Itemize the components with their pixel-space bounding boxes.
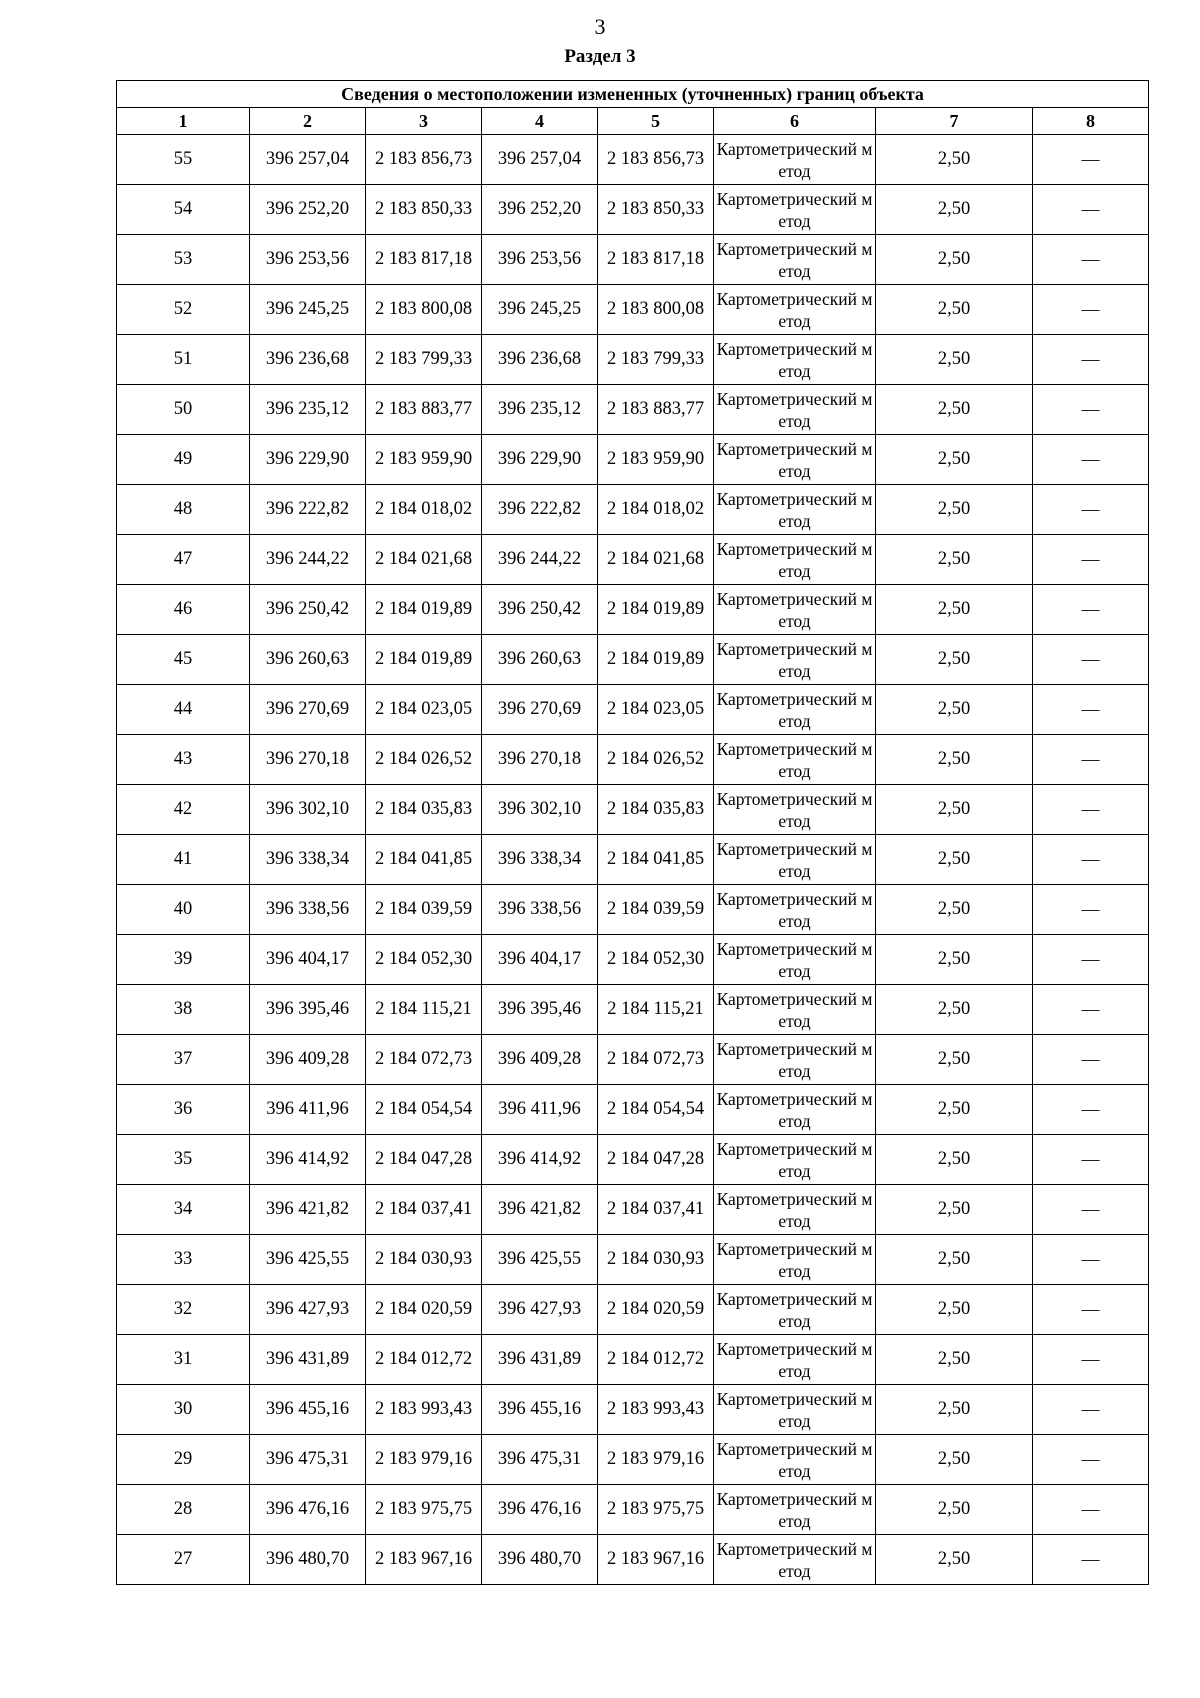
cell-point-number: 48 [117, 485, 250, 535]
cell-accuracy: 2,50 [876, 935, 1033, 985]
cell-method: Картометрический метод [714, 135, 876, 185]
cell-accuracy: 2,50 [876, 1335, 1033, 1385]
cell-method: Картометрический метод [714, 735, 876, 785]
cell-x-existing: 396 480,70 [250, 1535, 366, 1585]
cell-method: Картометрический метод [714, 235, 876, 285]
cell-accuracy: 2,50 [876, 535, 1033, 585]
cell-x-refined: 396 475,31 [482, 1435, 598, 1485]
cell-x-refined: 396 404,17 [482, 935, 598, 985]
cell-description: — [1033, 785, 1149, 835]
cell-y-existing: 2 184 072,73 [366, 1035, 482, 1085]
cell-accuracy: 2,50 [876, 1485, 1033, 1535]
cell-y-existing: 2 183 800,08 [366, 285, 482, 335]
cell-x-existing: 396 252,20 [250, 185, 366, 235]
table-row [117, 385, 1149, 435]
cell-description: — [1033, 1035, 1149, 1085]
cell-y-existing: 2 183 967,16 [366, 1535, 482, 1585]
cell-point-number: 55 [117, 135, 250, 185]
cell-point-number: 53 [117, 235, 250, 285]
cell-accuracy: 2,50 [876, 1285, 1033, 1335]
cell-y-refined: 2 184 115,21 [598, 985, 714, 1035]
cell-point-number: 46 [117, 585, 250, 635]
cell-description: — [1033, 585, 1149, 635]
table-row [117, 435, 1149, 485]
cell-description: — [1033, 1435, 1149, 1485]
cell-accuracy: 2,50 [876, 1535, 1033, 1585]
cell-y-refined: 2 184 020,59 [598, 1285, 714, 1335]
cell-x-existing: 396 257,04 [250, 135, 366, 185]
cell-accuracy: 2,50 [876, 585, 1033, 635]
cell-description: — [1033, 1485, 1149, 1535]
table-row [117, 935, 1149, 985]
cell-description: — [1033, 685, 1149, 735]
cell-x-existing: 396 425,55 [250, 1235, 366, 1285]
cell-x-existing: 396 431,89 [250, 1335, 366, 1385]
cell-description: — [1033, 1235, 1149, 1285]
cell-point-number: 38 [117, 985, 250, 1035]
cell-x-existing: 396 414,92 [250, 1135, 366, 1185]
cell-x-refined: 396 411,96 [482, 1085, 598, 1135]
cell-method: Картометрический метод [714, 785, 876, 835]
cell-method: Картометрический метод [714, 1335, 876, 1385]
cell-description: — [1033, 135, 1149, 185]
cell-y-existing: 2 184 041,85 [366, 835, 482, 885]
cell-accuracy: 2,50 [876, 1435, 1033, 1485]
cell-x-refined: 396 395,46 [482, 985, 598, 1035]
cell-description: — [1033, 935, 1149, 985]
cell-method: Картометрический метод [714, 485, 876, 535]
cell-x-refined: 396 250,42 [482, 585, 598, 635]
cell-description: — [1033, 1285, 1149, 1335]
cell-accuracy: 2,50 [876, 1235, 1033, 1285]
cell-point-number: 43 [117, 735, 250, 785]
cell-x-refined: 396 229,90 [482, 435, 598, 485]
table-row [117, 785, 1149, 835]
table-row [117, 485, 1149, 535]
cell-y-existing: 2 183 883,77 [366, 385, 482, 435]
cell-y-existing: 2 183 856,73 [366, 135, 482, 185]
cell-description: — [1033, 485, 1149, 535]
cell-x-existing: 396 253,56 [250, 235, 366, 285]
cell-x-existing: 396 411,96 [250, 1085, 366, 1135]
cell-point-number: 31 [117, 1335, 250, 1385]
table-row [117, 685, 1149, 735]
cell-x-existing: 396 244,22 [250, 535, 366, 585]
cell-y-existing: 2 184 047,28 [366, 1135, 482, 1185]
table-row [117, 885, 1149, 935]
column-number: 1 [117, 108, 250, 135]
table-row [117, 1235, 1149, 1285]
cell-accuracy: 2,50 [876, 1085, 1033, 1135]
cell-description: — [1033, 1535, 1149, 1585]
cell-method: Картометрический метод [714, 1285, 876, 1335]
cell-accuracy: 2,50 [876, 835, 1033, 885]
table-caption-row [117, 81, 1149, 108]
column-number: 3 [366, 108, 482, 135]
cell-method: Картометрический метод [714, 385, 876, 435]
cell-description: — [1033, 635, 1149, 685]
cell-x-refined: 396 455,16 [482, 1385, 598, 1435]
cell-method: Картометрический метод [714, 1485, 876, 1535]
cell-accuracy: 2,50 [876, 185, 1033, 235]
table-row [117, 1335, 1149, 1385]
cell-x-existing: 396 222,82 [250, 485, 366, 535]
column-number: 4 [482, 108, 598, 135]
cell-x-existing: 396 338,56 [250, 885, 366, 935]
cell-x-refined: 396 260,63 [482, 635, 598, 685]
cell-y-existing: 2 184 035,83 [366, 785, 482, 835]
cell-method: Картометрический метод [714, 1535, 876, 1585]
cell-description: — [1033, 1085, 1149, 1135]
cell-x-existing: 396 404,17 [250, 935, 366, 985]
cell-method: Картометрический метод [714, 1085, 876, 1135]
cell-y-existing: 2 183 975,75 [366, 1485, 482, 1535]
cell-description: — [1033, 335, 1149, 385]
cell-description: — [1033, 985, 1149, 1035]
page-number: 3 [594, 14, 606, 39]
cell-method: Картометрический метод [714, 635, 876, 685]
cell-description: — [1033, 535, 1149, 585]
cell-accuracy: 2,50 [876, 435, 1033, 485]
cell-accuracy: 2,50 [876, 885, 1033, 935]
cell-point-number: 28 [117, 1485, 250, 1535]
table-row [117, 335, 1149, 385]
cell-method: Картометрический метод [714, 535, 876, 585]
cell-x-refined: 396 257,04 [482, 135, 598, 185]
table-row [117, 1135, 1149, 1185]
cell-accuracy: 2,50 [876, 735, 1033, 785]
table-row [117, 1435, 1149, 1485]
cell-x-refined: 396 409,28 [482, 1035, 598, 1085]
cell-x-refined: 396 421,82 [482, 1185, 598, 1235]
cell-y-refined: 2 184 054,54 [598, 1085, 714, 1135]
cell-x-refined: 396 480,70 [482, 1535, 598, 1585]
cell-method: Картометрический метод [714, 285, 876, 335]
cell-point-number: 37 [117, 1035, 250, 1085]
cell-y-existing: 2 184 012,72 [366, 1335, 482, 1385]
table-row [117, 235, 1149, 285]
cell-point-number: 41 [117, 835, 250, 885]
cell-x-refined: 396 431,89 [482, 1335, 598, 1385]
cell-y-existing: 2 183 959,90 [366, 435, 482, 485]
cell-point-number: 51 [117, 335, 250, 385]
cell-point-number: 27 [117, 1535, 250, 1585]
table-body [117, 135, 1149, 1585]
cell-description: — [1033, 235, 1149, 285]
cell-point-number: 44 [117, 685, 250, 735]
cell-point-number: 36 [117, 1085, 250, 1135]
cell-x-existing: 396 236,68 [250, 335, 366, 385]
table-row [117, 985, 1149, 1035]
cell-x-refined: 396 338,56 [482, 885, 598, 935]
cell-x-existing: 396 475,31 [250, 1435, 366, 1485]
cell-x-refined: 396 270,69 [482, 685, 598, 735]
cell-x-refined: 396 236,68 [482, 335, 598, 385]
cell-method: Картометрический метод [714, 585, 876, 635]
cell-y-refined: 2 184 037,41 [598, 1185, 714, 1235]
cell-description: — [1033, 385, 1149, 435]
cell-x-existing: 396 270,69 [250, 685, 366, 735]
cell-point-number: 32 [117, 1285, 250, 1335]
table-row [117, 1485, 1149, 1535]
cell-x-existing: 396 260,63 [250, 635, 366, 685]
cell-y-refined: 2 184 041,85 [598, 835, 714, 885]
cell-accuracy: 2,50 [876, 485, 1033, 535]
cell-description: — [1033, 1385, 1149, 1435]
cell-y-refined: 2 184 026,52 [598, 735, 714, 785]
cell-method: Картометрический метод [714, 885, 876, 935]
cell-point-number: 29 [117, 1435, 250, 1485]
cell-point-number: 40 [117, 885, 250, 935]
cell-y-refined: 2 183 817,18 [598, 235, 714, 285]
cell-y-existing: 2 184 026,52 [366, 735, 482, 785]
cell-y-existing: 2 184 030,93 [366, 1235, 482, 1285]
table-row [117, 1085, 1149, 1135]
cell-description: — [1033, 285, 1149, 335]
cell-method: Картометрический метод [714, 185, 876, 235]
cell-point-number: 52 [117, 285, 250, 335]
table-row [117, 735, 1149, 785]
cell-y-refined: 2 184 018,02 [598, 485, 714, 535]
cell-description: — [1033, 885, 1149, 935]
column-number-row [117, 108, 1149, 135]
cell-y-refined: 2 184 052,30 [598, 935, 714, 985]
cell-point-number: 50 [117, 385, 250, 435]
column-number: 8 [1033, 108, 1149, 135]
cell-x-existing: 396 455,16 [250, 1385, 366, 1435]
cell-y-existing: 2 184 115,21 [366, 985, 482, 1035]
cell-point-number: 54 [117, 185, 250, 235]
cell-y-existing: 2 184 039,59 [366, 885, 482, 935]
cell-method: Картометрический метод [714, 835, 876, 885]
cell-y-refined: 2 184 023,05 [598, 685, 714, 735]
cell-x-existing: 396 250,42 [250, 585, 366, 635]
table-row [117, 1385, 1149, 1435]
cell-method: Картометрический метод [714, 935, 876, 985]
cell-y-refined: 2 184 035,83 [598, 785, 714, 835]
cell-x-refined: 396 425,55 [482, 1235, 598, 1285]
cell-y-existing: 2 184 019,89 [366, 585, 482, 635]
cell-x-refined: 396 252,20 [482, 185, 598, 235]
cell-y-refined: 2 183 979,16 [598, 1435, 714, 1485]
cell-point-number: 30 [117, 1385, 250, 1435]
cell-x-existing: 396 245,25 [250, 285, 366, 335]
cell-y-refined: 2 184 021,68 [598, 535, 714, 585]
table-row [117, 835, 1149, 885]
table-row [117, 285, 1149, 335]
cell-accuracy: 2,50 [876, 635, 1033, 685]
cell-y-existing: 2 183 850,33 [366, 185, 482, 235]
cell-method: Картометрический метод [714, 1435, 876, 1485]
cell-accuracy: 2,50 [876, 685, 1033, 735]
cell-y-refined: 2 184 030,93 [598, 1235, 714, 1285]
cell-x-refined: 396 476,16 [482, 1485, 598, 1535]
table-row [117, 1535, 1149, 1585]
cell-method: Картометрический метод [714, 1385, 876, 1435]
cell-y-existing: 2 184 037,41 [366, 1185, 482, 1235]
cell-method: Картометрический метод [714, 1135, 876, 1185]
cell-point-number: 49 [117, 435, 250, 485]
cell-method: Картометрический метод [714, 685, 876, 735]
cell-method: Картометрический метод [714, 335, 876, 385]
cell-x-existing: 396 235,12 [250, 385, 366, 435]
cell-method: Картометрический метод [714, 435, 876, 485]
cell-accuracy: 2,50 [876, 135, 1033, 185]
cell-y-existing: 2 184 020,59 [366, 1285, 482, 1335]
cell-description: — [1033, 435, 1149, 485]
cell-description: — [1033, 735, 1149, 785]
cell-accuracy: 2,50 [876, 985, 1033, 1035]
cell-y-existing: 2 183 993,43 [366, 1385, 482, 1435]
coordinates-table [116, 80, 1149, 1585]
cell-point-number: 39 [117, 935, 250, 985]
cell-x-existing: 396 302,10 [250, 785, 366, 835]
cell-y-refined: 2 184 019,89 [598, 585, 714, 635]
cell-accuracy: 2,50 [876, 1185, 1033, 1235]
cell-x-refined: 396 414,92 [482, 1135, 598, 1185]
cell-x-refined: 396 244,22 [482, 535, 598, 585]
cell-y-refined: 2 184 012,72 [598, 1335, 714, 1385]
cell-y-refined: 2 184 072,73 [598, 1035, 714, 1085]
cell-x-existing: 396 409,28 [250, 1035, 366, 1085]
column-number: 5 [598, 108, 714, 135]
cell-x-existing: 396 476,16 [250, 1485, 366, 1535]
cell-point-number: 33 [117, 1235, 250, 1285]
cell-y-refined: 2 183 850,33 [598, 185, 714, 235]
cell-accuracy: 2,50 [876, 1035, 1033, 1085]
cell-x-refined: 396 338,34 [482, 835, 598, 885]
cell-y-existing: 2 183 979,16 [366, 1435, 482, 1485]
cell-y-refined: 2 183 967,16 [598, 1535, 714, 1585]
cell-accuracy: 2,50 [876, 385, 1033, 435]
table-row [117, 1285, 1149, 1335]
cell-point-number: 42 [117, 785, 250, 835]
column-number: 6 [714, 108, 876, 135]
cell-accuracy: 2,50 [876, 785, 1033, 835]
cell-y-refined: 2 183 993,43 [598, 1385, 714, 1435]
table-row [117, 535, 1149, 585]
cell-x-existing: 396 229,90 [250, 435, 366, 485]
cell-x-existing: 396 338,34 [250, 835, 366, 885]
cell-y-existing: 2 184 018,02 [366, 485, 482, 535]
column-number: 2 [250, 108, 366, 135]
cell-x-refined: 396 253,56 [482, 235, 598, 285]
cell-x-refined: 396 270,18 [482, 735, 598, 785]
cell-accuracy: 2,50 [876, 235, 1033, 285]
cell-accuracy: 2,50 [876, 335, 1033, 385]
cell-x-refined: 396 222,82 [482, 485, 598, 535]
cell-description: — [1033, 1335, 1149, 1385]
cell-y-existing: 2 184 054,54 [366, 1085, 482, 1135]
cell-point-number: 35 [117, 1135, 250, 1185]
cell-y-refined: 2 184 047,28 [598, 1135, 714, 1185]
table-row [117, 1035, 1149, 1085]
cell-x-existing: 396 427,93 [250, 1285, 366, 1335]
table-row [117, 135, 1149, 185]
cell-method: Картометрический метод [714, 1185, 876, 1235]
cell-y-refined: 2 183 799,33 [598, 335, 714, 385]
cell-description: — [1033, 835, 1149, 885]
cell-y-refined: 2 183 856,73 [598, 135, 714, 185]
cell-description: — [1033, 1185, 1149, 1235]
cell-description: — [1033, 185, 1149, 235]
cell-y-existing: 2 184 019,89 [366, 635, 482, 685]
cell-x-refined: 396 302,10 [482, 785, 598, 835]
table-row [117, 185, 1149, 235]
cell-x-existing: 396 395,46 [250, 985, 366, 1035]
cell-accuracy: 2,50 [876, 285, 1033, 335]
cell-description: — [1033, 1135, 1149, 1185]
cell-y-existing: 2 184 021,68 [366, 535, 482, 585]
column-number: 7 [876, 108, 1033, 135]
cell-x-refined: 396 427,93 [482, 1285, 598, 1335]
cell-y-existing: 2 183 817,18 [366, 235, 482, 285]
table-row [117, 585, 1149, 635]
cell-x-existing: 396 421,82 [250, 1185, 366, 1235]
section-title: Раздел 3 [564, 46, 636, 67]
cell-y-refined: 2 183 800,08 [598, 285, 714, 335]
cell-accuracy: 2,50 [876, 1135, 1033, 1185]
cell-point-number: 34 [117, 1185, 250, 1235]
cell-y-refined: 2 184 019,89 [598, 635, 714, 685]
cell-y-refined: 2 183 975,75 [598, 1485, 714, 1535]
cell-x-refined: 396 245,25 [482, 285, 598, 335]
cell-y-existing: 2 184 023,05 [366, 685, 482, 735]
cell-x-existing: 396 270,18 [250, 735, 366, 785]
cell-method: Картометрический метод [714, 1235, 876, 1285]
cell-y-existing: 2 184 052,30 [366, 935, 482, 985]
table-row [117, 635, 1149, 685]
cell-y-existing: 2 183 799,33 [366, 335, 482, 385]
cell-y-refined: 2 183 883,77 [598, 385, 714, 435]
cell-x-refined: 396 235,12 [482, 385, 598, 435]
cell-y-refined: 2 183 959,90 [598, 435, 714, 485]
cell-method: Картометрический метод [714, 1035, 876, 1085]
table-row [117, 1185, 1149, 1235]
cell-accuracy: 2,50 [876, 1385, 1033, 1435]
table-caption: Сведения о местоположении измененных (уточненных) границ объекта [117, 81, 1149, 108]
cell-point-number: 45 [117, 635, 250, 685]
cell-method: Картометрический метод [714, 985, 876, 1035]
cell-point-number: 47 [117, 535, 250, 585]
cell-y-refined: 2 184 039,59 [598, 885, 714, 935]
